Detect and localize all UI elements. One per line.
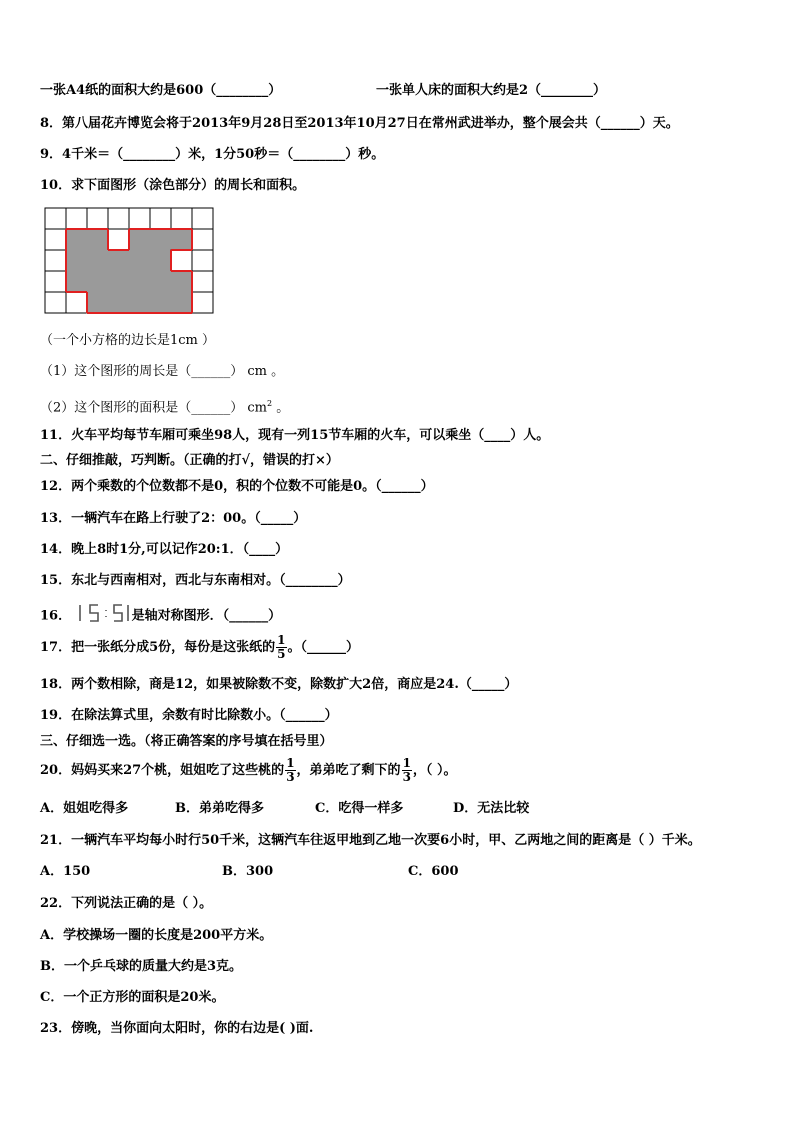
q22-option-b[interactable]: B．一个乒乓球的质量大约是3克。 bbox=[40, 959, 243, 974]
q22-option-c[interactable]: C．一个正方形的面积是20米。 bbox=[40, 990, 225, 1005]
q20-option-b[interactable]: B．弟弟吃得多 bbox=[175, 801, 264, 816]
q21-option-b[interactable]: B．300 bbox=[222, 864, 274, 879]
q18: 18．两个数相除，商是12，如果被除数不变，除数扩大2倍，商应是24.（_____） bbox=[40, 677, 518, 692]
grid-cell bbox=[45, 208, 66, 229]
shaded-cell bbox=[129, 229, 150, 250]
fraction-one-fifth: $\frac{1}{5}$ bbox=[277, 633, 286, 661]
q10-part1: （1）这个图形的周长是（______） cm 。 bbox=[40, 364, 285, 379]
shaded-cell bbox=[129, 271, 150, 292]
grid-cell bbox=[150, 208, 171, 229]
grid-cell bbox=[129, 208, 150, 229]
q8: 8．第八届花卉博览会将于2013年9月28日至2013年10月27日在常州武进举办，整个展会共（______）天。 bbox=[40, 116, 679, 131]
grid-cell bbox=[192, 292, 213, 313]
shaded-cell bbox=[87, 229, 108, 250]
shaded-cell bbox=[150, 250, 171, 271]
shaded-cell bbox=[108, 250, 129, 271]
shaded-cell bbox=[108, 292, 129, 313]
q11: 11．火车平均每节车厢可乘坐98人，现有一列15节车厢的火车，可以乘坐（____）人。 bbox=[40, 428, 550, 443]
q21-option-a[interactable]: A．150 bbox=[40, 864, 91, 879]
grid-cell bbox=[108, 229, 129, 250]
grid-cell bbox=[45, 271, 66, 292]
grid-cell bbox=[87, 208, 108, 229]
shaded-cell bbox=[87, 271, 108, 292]
shaded-grid-figure bbox=[44, 207, 218, 315]
grid-cell bbox=[192, 250, 213, 271]
q17: 17．把一张纸分成5份，每份是这张纸的 $\frac{1}{5}$ 。（______） bbox=[40, 633, 360, 661]
grid-cell bbox=[192, 229, 213, 250]
q15: 15．东北与西南相对，西北与东南相对。（________） bbox=[40, 573, 351, 588]
q13: 13．一辆汽车在路上行驶了2：00。（_____） bbox=[40, 511, 307, 526]
q20-option-c[interactable]: C．吃得一样多 bbox=[315, 801, 404, 816]
grid-note: （一个小方格的边长是1cm ） bbox=[40, 333, 216, 348]
fraction-one-third-b: $\frac{1}{3}$ bbox=[402, 756, 411, 784]
grid-cell bbox=[108, 208, 129, 229]
q20-option-d[interactable]: D．无法比较 bbox=[453, 801, 530, 816]
q23: 23．傍晚，当你面向太阳时，你的右边是( )面. bbox=[40, 1021, 314, 1036]
shaded-cell bbox=[129, 250, 150, 271]
q22: 22．下列说法正确的是（ ）。 bbox=[40, 896, 213, 911]
section-2-heading: 二、仔细推敲，巧判断。（正确的打√，错误的打×） bbox=[40, 453, 339, 468]
q20-option-a[interactable]: A．姐姐吃得多 bbox=[40, 801, 129, 816]
q10-part2: （2）这个图形的面积是（______） $cm^2$ 。 bbox=[40, 399, 290, 416]
shaded-cell bbox=[150, 271, 171, 292]
q22-option-a[interactable]: A．学校操场一圈的长度是200平方米。 bbox=[40, 928, 273, 943]
digital-clock-image bbox=[76, 603, 132, 629]
clock-digits-icon bbox=[76, 603, 132, 623]
grid-cell bbox=[192, 271, 213, 292]
q7-a4-paper: 一张A4纸的面积大约是600（________） bbox=[40, 83, 282, 98]
q21: 21．一辆汽车平均每小时行50千米，这辆汽车往返甲地到乙地一次要6小时，甲、乙两地之间的距离是（ ）千米。 bbox=[40, 833, 701, 848]
q9: 9．4千米＝（________）米，1分50秒＝（________）秒。 bbox=[40, 147, 385, 162]
grid-cell bbox=[192, 208, 213, 229]
shaded-cell bbox=[87, 250, 108, 271]
shaded-cell bbox=[150, 292, 171, 313]
shaded-cell bbox=[171, 229, 192, 250]
q16: 16． 是轴对称图形．（______） bbox=[40, 603, 281, 629]
grid-cell bbox=[45, 229, 66, 250]
grid-cell bbox=[171, 208, 192, 229]
q21-options bbox=[40, 863, 458, 881]
grid-cell bbox=[66, 292, 87, 313]
q20-options bbox=[40, 800, 529, 818]
q10: 10．求下面图形（涂色部分）的周长和面积。 bbox=[40, 178, 306, 193]
shaded-cell bbox=[150, 229, 171, 250]
grid-cell bbox=[171, 250, 192, 271]
q19: 19．在除法算式里，余数有时比除数小。（______） bbox=[40, 708, 338, 723]
grid-cell bbox=[45, 250, 66, 271]
grid-cell bbox=[66, 208, 87, 229]
grid-cell bbox=[45, 292, 66, 313]
shaded-cell bbox=[87, 292, 108, 313]
q21-option-c[interactable]: C．600 bbox=[408, 864, 459, 879]
section-3-heading: 三、仔细选一选。（将正确答案的序号填在括号里） bbox=[40, 734, 333, 749]
shaded-cell bbox=[171, 271, 192, 292]
shaded-cell bbox=[129, 292, 150, 313]
shaded-cell bbox=[66, 271, 87, 292]
shaded-cell bbox=[171, 292, 192, 313]
shaded-cell bbox=[66, 229, 87, 250]
q12: 12．两个乘数的个位数都不是0，积的个位数不可能是0。（______） bbox=[40, 479, 434, 494]
q14: 14．晚上8时1分,可以记作20:1．（____） bbox=[40, 542, 289, 557]
q7-single-bed: 一张单人床的面积大约是2（________） bbox=[376, 83, 607, 98]
shaded-cell bbox=[66, 250, 87, 271]
shaded-cell bbox=[108, 271, 129, 292]
q20: 20．妈妈买来27个桃，姐姐吃了这些桃的 $\frac{1}{3}$ ，弟弟吃了剩下的 $\frac{1}{3}$ ，（ ）。 bbox=[40, 756, 457, 784]
fraction-one-third-a: $\frac{1}{3}$ bbox=[286, 756, 295, 784]
